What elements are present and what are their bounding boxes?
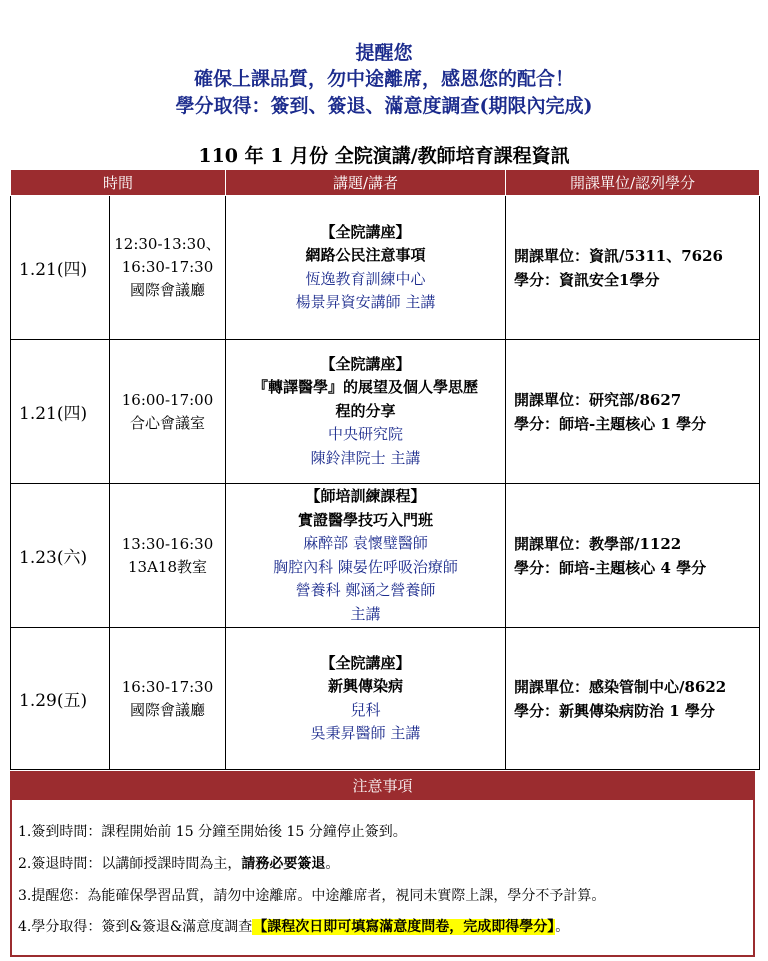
session-topic [226,628,506,770]
session-date: 1.23(六) [11,484,110,628]
document-title: 110 年 1 月份 全院演講/教師培育課程資訊 [198,145,570,167]
time-line: 13:30-16:30 [121,534,214,553]
reminder-line: 學分取得：簽到、簽退、滿意度調查(期限內完成) [175,95,593,117]
highlighted-note: 【課程次日即可填寫滿意度問卷，完成即得學分】 [253,919,555,935]
unit-line: 開課單位：教學部/1122 [514,534,682,553]
notes-heading: 注意事項 [12,773,753,800]
unit-line: 開課單位：感染管制中心/8622 [514,677,727,696]
note-text: 。 [555,919,570,935]
note-item: 1.簽到時間：課程開始前 15 分鐘至開始後 15 分鐘停止簽到。 [18,824,407,840]
time-line: 16:00-17:00 [121,390,214,409]
speaker-line: 主講 [350,604,381,623]
credit-line: 學分：師培-主題核心 4 學分 [514,558,707,577]
note-text: 4.學分取得：簽到&簽退&滿意度調查 [18,919,253,935]
session-time-place [110,628,226,770]
session-unit-credit [506,196,760,340]
time-line: 16:30-17:30 [121,677,214,696]
session-date: 1.21(四) [11,340,110,484]
session-title: 網路公民注意事項 [305,246,426,264]
speaker-line: 胸腔內科 陳晏佐呼吸治療師 [273,557,458,576]
table-row [11,196,760,340]
speaker-line: 恆逸教育訓練中心 [305,269,426,288]
table-row [11,484,760,628]
credit-line: 學分：資訊安全1學分 [514,270,660,289]
notes-box [10,771,755,957]
session-unit-credit [506,628,760,770]
speaker-line: 楊景昇資安講師 主講 [295,293,436,311]
note-item: 3.提醒您：為能確保學習品質，請勿中途離席。中途離席者，視同未實際上課，學分不予計算。 [18,888,606,904]
session-title: 新興傳染病 [328,677,404,695]
session-kind: 【全院講座】 [320,354,411,373]
note-item [18,853,339,873]
venue: 13A18教室 [128,557,208,576]
venue: 合心會議室 [130,413,206,432]
speaker-line: 兒科 [350,700,381,719]
note-text: 。 [325,856,340,872]
venue: 國際會議廳 [130,281,206,299]
session-unit-credit [506,340,760,484]
session-topic [226,484,506,628]
note-emphasis: 請務必要簽退 [241,856,326,872]
speaker-line: 中央研究院 [328,425,404,444]
header-time: 時間 [11,170,226,196]
credit-line: 學分：新興傳染病防治 1 學分 [514,701,715,720]
session-title: 程的分享 [335,401,396,420]
venue: 國際會議廳 [130,700,206,719]
speaker-line: 吳秉昇醫師 主講 [310,724,421,742]
time-line: 16:30-17:30 [121,258,214,276]
session-date: 1.29(五) [11,628,110,770]
credit-line: 學分：師培-主題核心 1 學分 [514,414,707,433]
session-kind: 【全院講座】 [320,222,411,241]
session-unit-credit [506,484,760,628]
session-title: 實證醫學技巧入門班 [298,510,434,529]
table-header-row [11,170,760,196]
reminder-line: 確保上課品質，勿中途離席，感恩您的配合！ [193,68,574,90]
header-topic-speaker: 講題/講者 [226,170,506,196]
time-line: 12:30-13:30、 [114,235,221,253]
speaker-line: 麻醉部 袁懷璧醫師 [303,534,428,552]
session-topic [226,340,506,484]
header-unit-credit: 開課單位/認列學分 [506,170,760,196]
note-text: 2.簽退時間：以講師授課時間為主， [18,856,242,872]
note-item [18,916,569,936]
speaker-line: 營養科 鄭涵之營養師 [295,581,436,599]
session-time-place [110,196,226,340]
table-row [11,340,760,484]
unit-line: 開課單位：資訊/5311、7626 [514,246,723,265]
session-date: 1.21(四) [11,196,110,340]
session-kind: 【師培訓練課程】 [305,487,426,505]
session-time-place [110,484,226,628]
session-time-place [110,340,226,484]
unit-line: 開課單位：研究部/8627 [514,390,682,409]
session-title: 『轉譯醫學』的展望及個人學思歷 [253,378,479,397]
reminder-heading: 提醒您 [355,42,413,64]
speaker-line: 陳鈴津院士 主講 [310,448,421,467]
session-kind: 【全院講座】 [320,653,411,672]
table-row [11,628,760,770]
session-topic [226,196,506,340]
schedule-table [10,169,760,770]
